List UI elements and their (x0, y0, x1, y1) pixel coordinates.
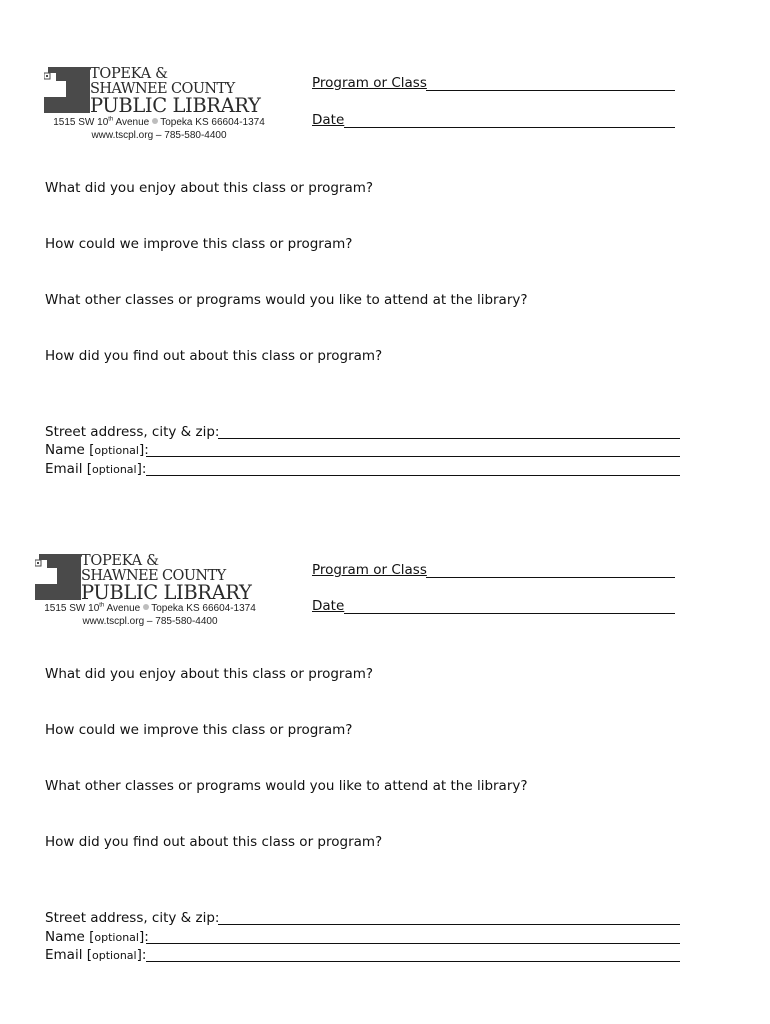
program-label: Program or Class (312, 75, 427, 91)
street-address-label: Street address, city & zip: (45, 910, 220, 926)
program-field[interactable] (312, 562, 427, 578)
address-street-suffix: th (108, 116, 114, 123)
question-find-out: How did you find out about this class or program? (45, 834, 383, 850)
email-optional-text: optional (92, 463, 137, 476)
program-input-line[interactable] (426, 90, 675, 91)
address-street-number: 1515 SW 10 (53, 117, 109, 128)
program-label: Program or Class (312, 562, 427, 578)
bullet-icon (143, 604, 149, 610)
library-logo-icon (35, 554, 81, 600)
address-street-rest: Avenue (104, 603, 141, 614)
address-contact: www.tscpl.org – 785-580-4400 (91, 130, 227, 141)
question-improve: How could we improve this class or program? (45, 236, 353, 252)
date-input-line[interactable] (344, 127, 675, 128)
name-label-text: Name [ (45, 929, 95, 945)
address-street-rest: Avenue (113, 117, 150, 128)
address-street-suffix: th (99, 602, 105, 609)
date-field[interactable] (312, 112, 344, 128)
logo-line-1: TOPEKA & (81, 553, 159, 569)
name-optional-close: ]: (138, 929, 149, 945)
name-input-line[interactable] (146, 943, 680, 944)
logo-line-3: PUBLIC LIBRARY (81, 581, 252, 604)
question-find-out: How did you find out about this class or program? (45, 348, 383, 364)
name-label-text: Name [ (45, 442, 95, 458)
address-street-number: 1515 SW 10 (44, 603, 100, 614)
street-address-input-line[interactable] (218, 924, 680, 925)
library-address (35, 602, 265, 628)
email-label-text: Email [ (45, 947, 93, 963)
name-input-line[interactable] (146, 456, 680, 457)
logo-line-3: PUBLIC LIBRARY (90, 94, 261, 117)
question-other-classes: What other classes or programs would you like to attend at the library? (45, 292, 528, 308)
date-input-line[interactable] (344, 613, 675, 614)
email-input-line[interactable] (146, 961, 680, 962)
feedback-form-2 (0, 487, 770, 974)
program-field[interactable] (312, 75, 427, 91)
date-field[interactable] (312, 598, 344, 614)
name-label (45, 929, 149, 946)
library-address (44, 116, 274, 142)
name-optional-text: optional (94, 444, 139, 457)
email-optional-text: optional (92, 949, 137, 962)
name-label (45, 442, 149, 459)
bullet-icon (152, 118, 158, 124)
question-other-classes: What other classes or programs would you like to attend at the library? (45, 778, 528, 794)
question-enjoy: What did you enjoy about this class or program? (45, 180, 374, 196)
street-address-label: Street address, city & zip: (45, 424, 220, 440)
logo-line-1: TOPEKA & (90, 66, 168, 82)
email-label (45, 947, 146, 964)
email-label (45, 461, 146, 478)
name-optional-close: ]: (138, 442, 149, 458)
email-input-line[interactable] (146, 475, 680, 476)
address-contact: www.tscpl.org – 785-580-4400 (82, 616, 218, 627)
program-input-line[interactable] (426, 577, 675, 578)
email-optional-close: ]: (136, 947, 147, 963)
question-enjoy: What did you enjoy about this class or program? (45, 666, 374, 682)
logo-line-2: SHAWNEE COUNTY (81, 568, 226, 584)
email-label-text: Email [ (45, 461, 93, 477)
address-city: Topeka KS 66604-1374 (151, 603, 256, 614)
street-address-input-line[interactable] (218, 438, 680, 439)
library-logo-icon (44, 67, 90, 113)
question-improve: How could we improve this class or program? (45, 722, 353, 738)
address-street-line (44, 116, 274, 129)
address-city: Topeka KS 66604-1374 (160, 117, 265, 128)
feedback-form-1 (0, 0, 770, 487)
email-optional-close: ]: (136, 461, 147, 477)
date-label: Date (312, 112, 345, 128)
name-optional-text: optional (94, 931, 139, 944)
address-street-line (35, 602, 265, 615)
date-label: Date (312, 598, 345, 614)
logo-line-2: SHAWNEE COUNTY (90, 81, 235, 97)
